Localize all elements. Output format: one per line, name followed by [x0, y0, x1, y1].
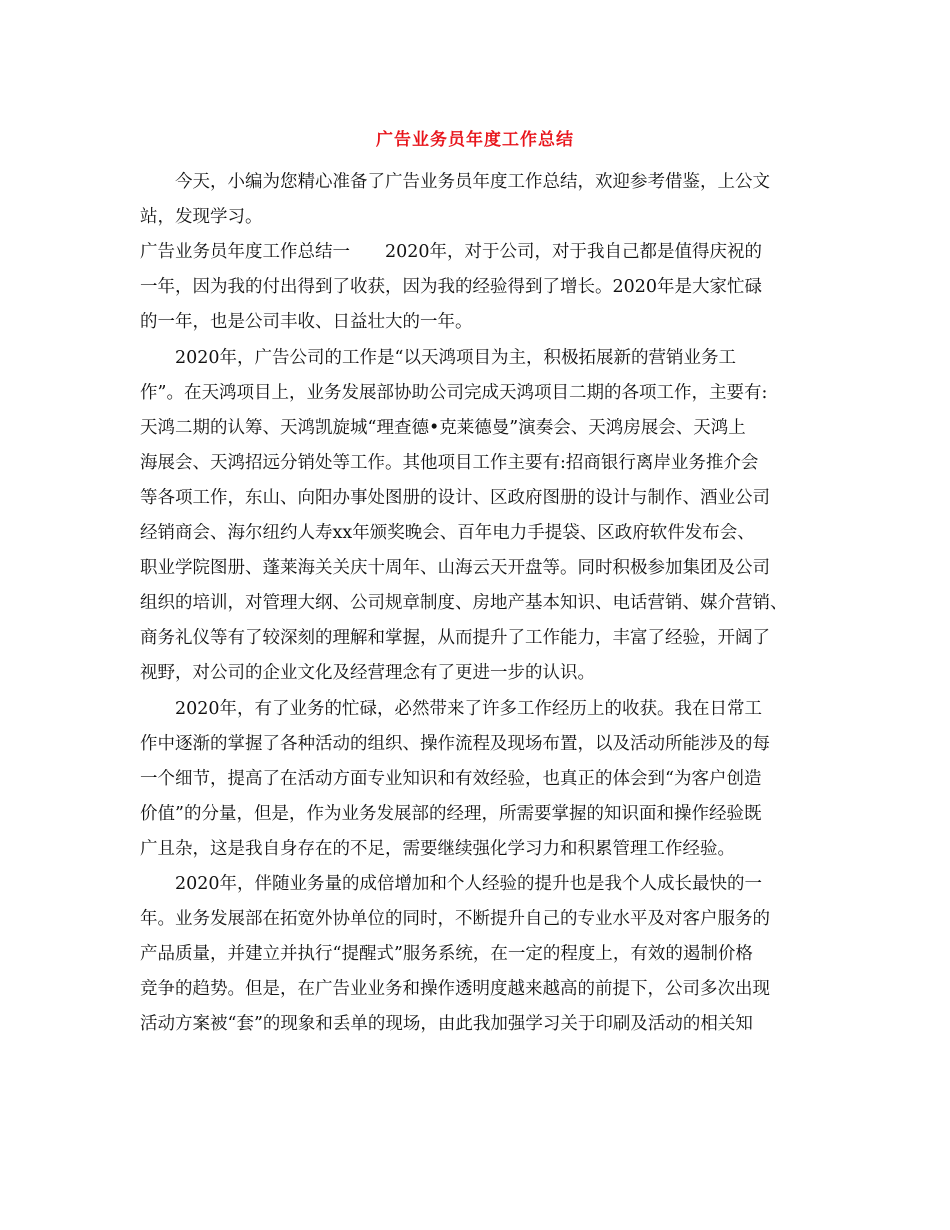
- paragraph-line: 2020年，有了业务的忙碌，必然带来了许多工作经历上的收获。我在日常工: [140, 698, 763, 719]
- paragraph-line: 职业学院图册、蓬莱海关关庆十周年、山海云天开盘等。同时积极参加集团及公司: [140, 558, 770, 579]
- paragraph-line: 产品质量，并建立并执行“提醒式”服务系统，在一定的程度上，有效的遏制价格: [140, 944, 753, 965]
- paragraph-line: 竞争的趋势。但是，在广告业业务和操作透明度越来越高的前提下，公司多次出现: [140, 979, 770, 1000]
- paragraph-line: 天鸿二期的认筹、天鸿凯旋城“理查德•克莱德曼”演奏会、天鸿房展会、天鸿上: [140, 417, 746, 438]
- paragraph-line: 组织的培训，对管理大纲、公司规章制度、房地产基本知识、电话营销、媒介营销、: [140, 593, 788, 614]
- paragraph-line: 2020年，广告公司的工作是“以天鸿项目为主，积极拓展新的营销业务工: [140, 347, 736, 368]
- paragraph-line: 的一年，也是公司丰收、日益壮大的一年。: [140, 312, 473, 333]
- paragraph-line: 经销商会、海尔纽约人寿xx年颁奖晚会、百年电力手提袋、区政府软件发布会、: [140, 523, 755, 543]
- paragraph-line: 视野，对公司的企业文化及经营理念有了更进一步的认识。: [140, 663, 595, 684]
- paragraph-line: 广告业务员年度工作总结一 2020年，对于公司，对于我自己都是值得庆祝的: [140, 242, 763, 263]
- paragraph-line: 作”。在天鸿项目上，业务发展部协助公司完成天鸿项目二期的各项工作，主要有:: [140, 382, 768, 403]
- paragraph-line: 等各项工作，东山、向阳办事处图册的设计、区政府图册的设计与制作、酒业公司: [140, 487, 770, 508]
- paragraph-line: 站，发现学习。: [140, 207, 263, 228]
- paragraph-line: 广且杂，这是我自身存在的不足，需要继续强化学习力和积累管理工作经验。: [140, 838, 735, 859]
- paragraph-line: 一年，因为我的付出得到了收获，因为我的经验得到了增长。2020年是大家忙碌: [140, 277, 763, 298]
- paragraph-line: 作中逐渐的掌握了各种活动的组织、操作流程及现场布置，以及活动所能涉及的每: [140, 733, 770, 754]
- paragraph-line: 商务礼仪等有了较深刻的理解和掌握，从而提升了工作能力，丰富了经验，开阔了: [140, 628, 770, 649]
- paragraph-line: 一个细节，提高了在活动方面专业知识和有效经验，也真正的体会到“为客户创造: [140, 768, 762, 789]
- paragraph-line: 年。业务发展部在拓宽外协单位的同时，不断提升自己的专业水平及对客户服务的: [140, 909, 770, 930]
- paragraph-line: 今天，小编为您精心准备了广告业务员年度工作总结，欢迎参考借鉴，上公文: [140, 172, 770, 192]
- paragraph-line: 活动方案被“套”的现象和丢单的现场，由此我加强学习关于印刷及活动的相关知: [140, 1014, 753, 1035]
- paragraph-line: 价值”的分量，但是，作为业务发展部的经理，所需要掌握的知识面和操作经验既: [140, 803, 762, 824]
- paragraph-line: 2020年，伴随业务量的成倍增加和个人经验的提升也是我个人成长最快的一: [140, 874, 763, 894]
- document-title: 广告业务员年度工作总结: [376, 130, 574, 150]
- paragraph-line: 海展会、天鸿招远分销处等工作。其他项目工作主要有:招商银行离岸业务推介会: [140, 452, 759, 473]
